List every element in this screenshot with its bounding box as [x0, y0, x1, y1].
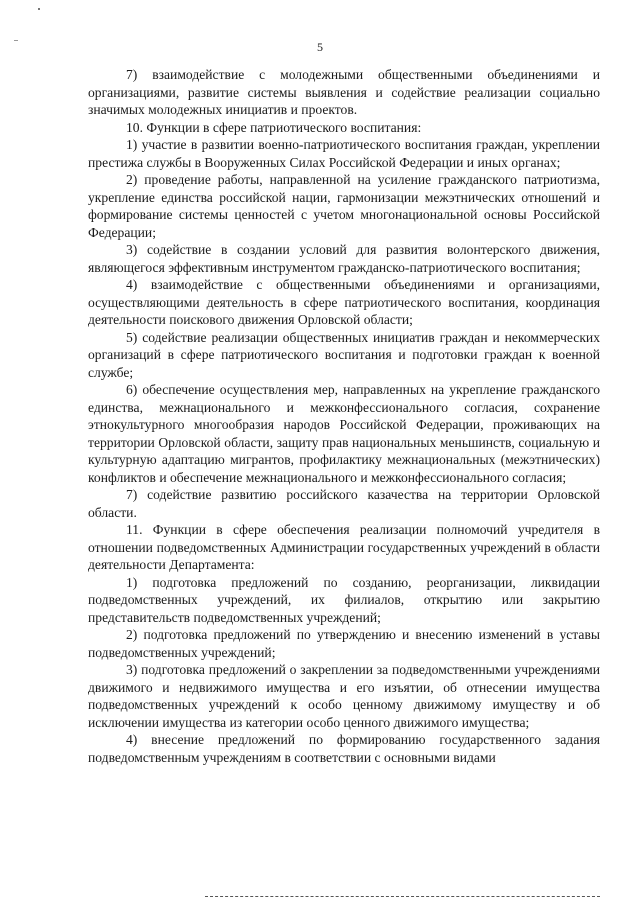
- scan-speck: [38, 8, 40, 10]
- paragraph: 1) участие в развитии военно-патриотического воспитания граждан, укреплении престижа службы в Вооруженных Силах Российской Федерации и иных органах;: [88, 137, 600, 170]
- paragraph: 5) содействие реализации общественных инициатив граждан и некоммерческих организаций в сфере патриотического воспитания и подготовки граждан к военной службе;: [88, 329, 600, 380]
- section-heading: 10. Функции в сфере патриотического воспитания:: [126, 119, 422, 135]
- paragraph: 1) подготовка предложений по созданию, реорганизации, ликвидации подведомственных учреждений, их филиалов, открытию или закрытию представительств подведомственных учреждений;: [88, 574, 600, 625]
- paragraph: 2) подготовка предложений по утверждению и внесению изменений в уставы подведомственных учреждений;: [88, 627, 600, 660]
- paragraph: 3) подготовка предложений о закреплении за подведомственными учреждениями движимого и недвижимого имущества и его изъятии, об отнесении имущества подведомственных учреждений к особо ценному движимому имуществу и об исключении имущества из категории особо ценного движимого имущества;: [88, 662, 600, 730]
- section-heading: 11. Функции в сфере обеспечения реализации полномочий учредителя в отношении подведомственных Администрации государственных учреждений в области деятельности Департамента:: [88, 522, 600, 572]
- paragraph: 7) содействие развитию российского казачества на территории Орловской области.: [88, 487, 600, 520]
- paragraph: 4) взаимодействие с общественными объединениями и организациями, осуществляющими деятельность в сфере патриотического воспитания, координация деятельности поискового движения Орловской области;: [88, 277, 600, 327]
- paragraph: 2) проведение работы, направленной на усиление гражданского патриотизма, укрепление единства российской нации, гармонизации межэтнических отношений и формирование системы ценностей с учетом многонациональной основы Российской Федерации;: [88, 172, 600, 240]
- paragraph: 7) взаимодействие с молодежными общественными объединениями и организациями, развитие системы выявления и содействие реализации социально значимых молодежных инициатив и проектов.: [88, 67, 600, 117]
- paragraph: 4) внесение предложений по формированию государственного задания подведомственным учреждениям в соответствии с основными видами: [88, 732, 600, 765]
- page-number: 5: [317, 40, 323, 54]
- paragraph: 3) содействие в создании условий для развития волонтерского движения, являющегося эффективным инструментом гражданско-патриотического воспитания;: [88, 242, 600, 275]
- footer-divider: [205, 896, 600, 897]
- document-body: [88, 66, 600, 766]
- paragraph: 6) обеспечение осуществления мер, направленных на укрепление гражданского единства, межнационального и межконфессионального согласия, сохранение этнокультурного многообразия народов Российской Федерации, проживающих на территории Орловской области, защиту прав национальных меньшинств, социальную и культурную адаптацию мигрантов, профилактику межнациональных (межэтнических) конфликтов и обеспечение межнационального и межконфессионального согласия;: [88, 382, 600, 485]
